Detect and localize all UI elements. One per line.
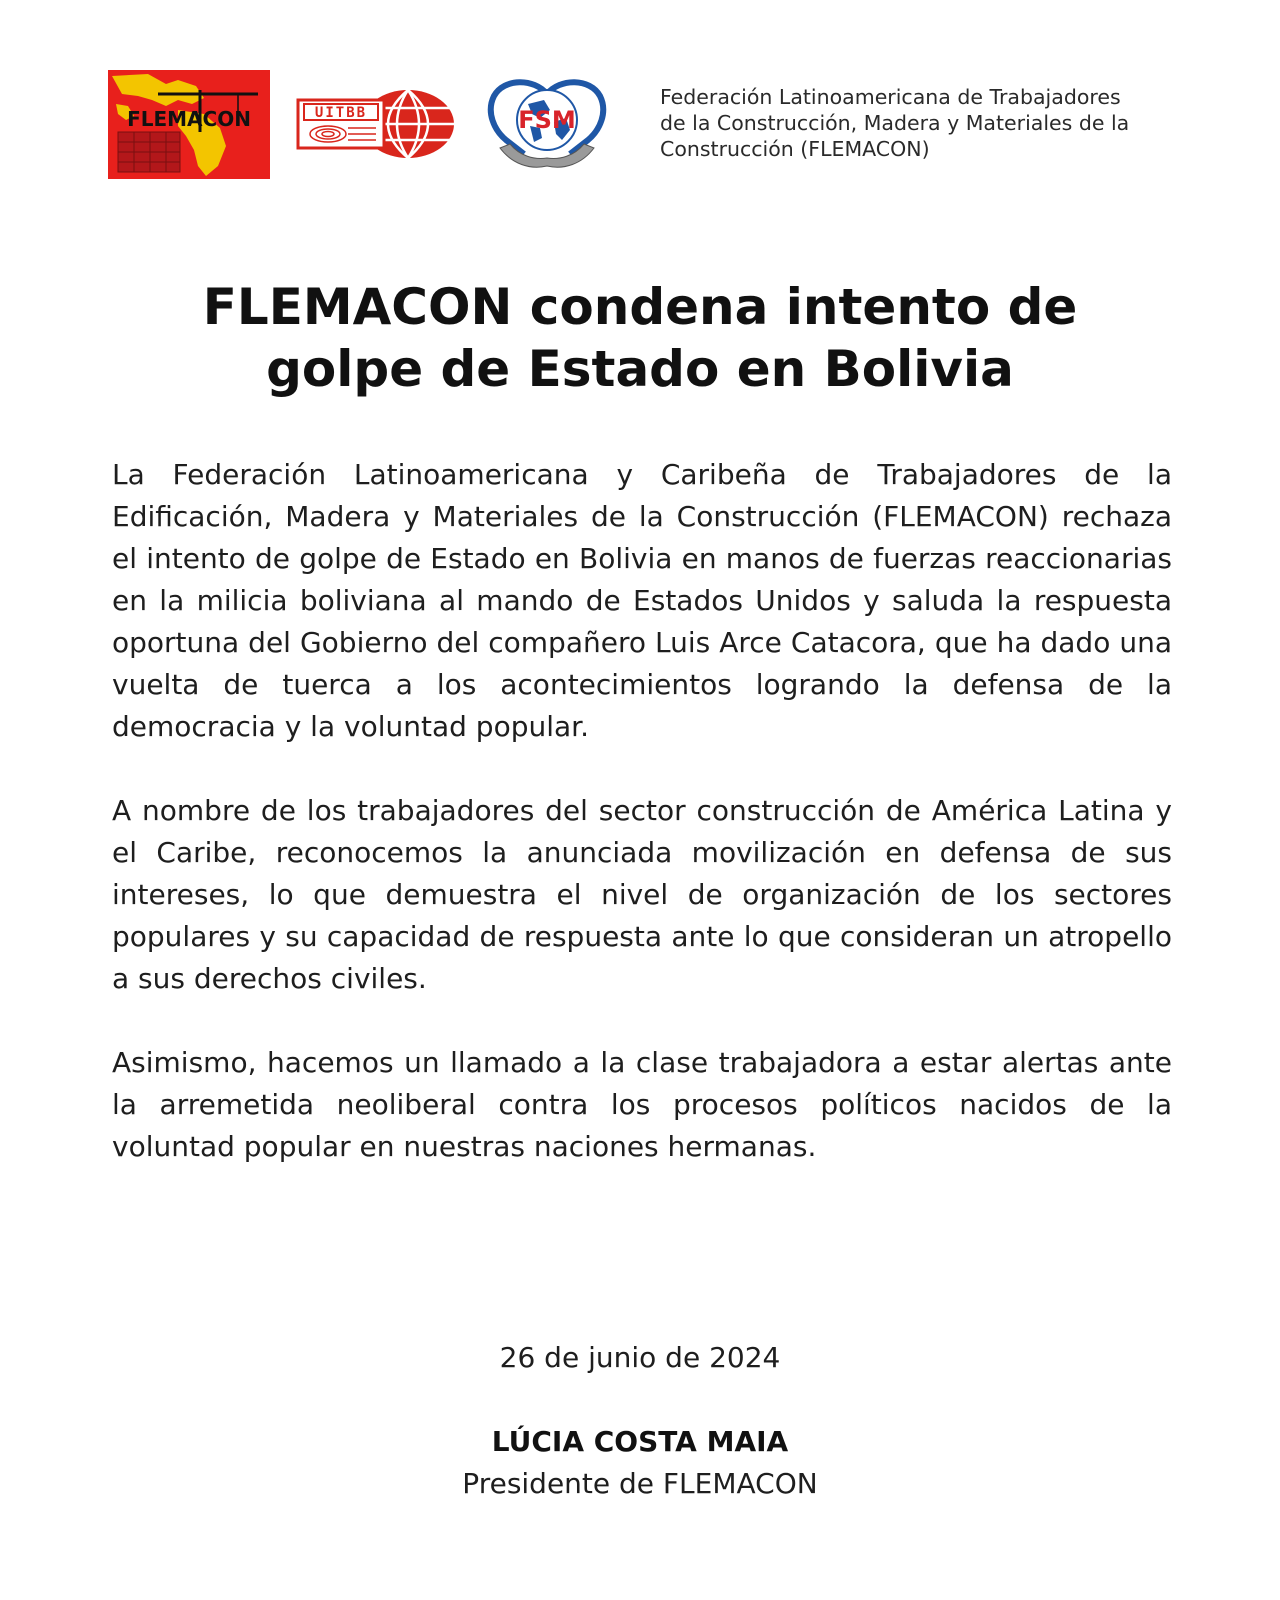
- organization-name-line: de la Construcción, Madera y Materiales de la: [660, 111, 1130, 135]
- title-line: golpe de Estado en Bolivia: [266, 340, 1014, 398]
- statement-paragraph: A nombre de los trabajadores del sector construcción de América Latina y el Caribe, reconocemos la anunciada movilización en defensa de sus intereses, lo que demuestra el nivel de organización de los sectores populares y su capacidad de respuesta ante lo que consideran un atropello a sus derechos civiles.: [112, 794, 1172, 995]
- title-line: FLEMACON condena intento de: [202, 278, 1078, 336]
- statement-date: 26 de junio de 2024: [499, 1341, 781, 1374]
- fsm-logo-text: FSM: [518, 106, 576, 134]
- flemacon-logo-text: FLEMACON: [127, 107, 251, 131]
- organization-name: [660, 84, 1180, 162]
- organization-name-line: Construcción (FLEMACON): [660, 137, 930, 161]
- uitbb-logo-text: UITBB: [314, 105, 368, 121]
- statement-paragraph: La Federación Latinoamericana y Caribeña de Trabajadores de la Edificación, Madera y Materiales de la Construcción (FLEMACON) rechaza el intento de golpe de Estado en Bolivia en manos de fuerzas reaccionarias en la milicia boliviana al mando de Estados Unidos y saluda la respuesta oportuna del Gobierno del compañero Luis Arce Catacora, que ha dado una vuelta de tuerca a los acontecimientos logrando la defensa de la democracia y la voluntad popular.: [112, 458, 1172, 743]
- signer-role: Presidente de FLEMACON: [462, 1467, 818, 1500]
- organization-name-line: Federación Latinoamericana de Trabajadores: [660, 85, 1121, 109]
- page-title: [100, 276, 1180, 400]
- letterhead: [0, 0, 1280, 200]
- fsm-logo: [484, 78, 610, 172]
- statement-paragraph: Asimismo, hacemos un llamado a la clase trabajadora a estar alertas ante la arremetida neoliberal contra los procesos políticos nacidos de la voluntad popular en nuestras naciones hermanas.: [112, 1046, 1172, 1163]
- statement-body: [112, 454, 1172, 1210]
- flemacon-logo: [108, 70, 270, 179]
- uitbb-logo: [296, 88, 456, 160]
- signer-name: LÚCIA COSTA MAIA: [491, 1425, 789, 1458]
